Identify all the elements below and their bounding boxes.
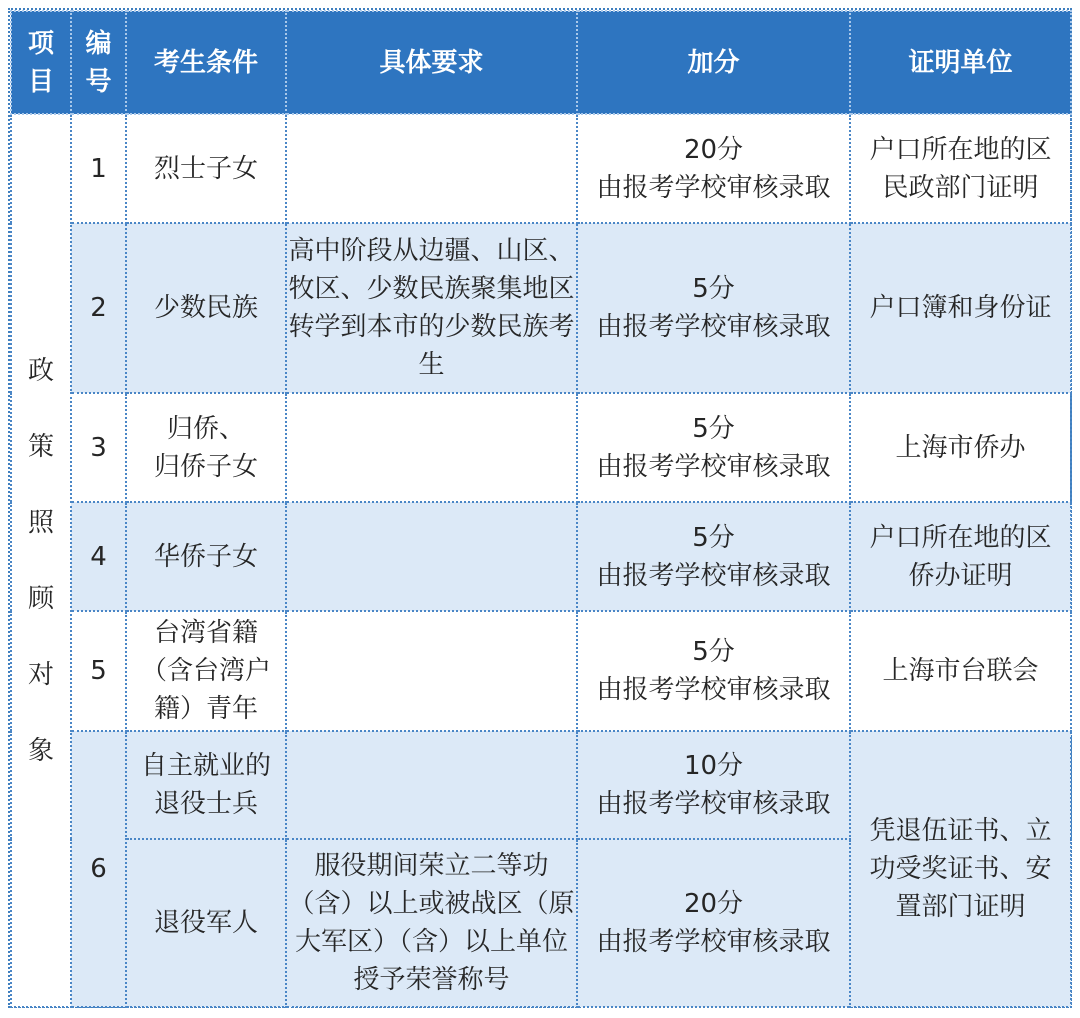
table-row [11, 731, 1071, 839]
policy-bonus-table [10, 10, 1072, 1008]
bonus-note: 由报考学校审核录取 [596, 560, 831, 591]
row-condition: 归侨、 归侨子女 [126, 393, 286, 502]
header-category: 项目 [11, 11, 71, 114]
row-proof: 户口簿和身份证 [850, 223, 1071, 393]
bonus-note: 由报考学校审核录取 [596, 675, 831, 705]
header-row [11, 11, 1071, 114]
row-bonus [577, 393, 850, 502]
header-proof: 证明单位 [850, 11, 1071, 114]
header-condition: 考生条件 [126, 11, 286, 114]
header-number: 编号 [71, 11, 126, 114]
table-row [11, 223, 1071, 393]
row-requirement: 高中阶段从边疆、山区、牧区、少数民族聚集地区转学到本市的少数民族考生 [286, 223, 577, 393]
row-requirement [286, 731, 577, 839]
bonus-points: 5分 [692, 274, 735, 304]
table-row [11, 114, 1071, 223]
row-requirement [286, 393, 577, 502]
table-row [11, 611, 1071, 731]
row-bonus [577, 839, 850, 1007]
row-bonus [577, 223, 850, 393]
row-proof: 户口所在地的区民政部门证明 [850, 114, 1071, 223]
row-condition: 自主就业的退役士兵 [126, 731, 286, 839]
table-row [11, 393, 1071, 502]
bonus-points: 10分 [683, 751, 744, 781]
row-requirement: 服役期间荣立二等功（含）以上或被战区（原大军区）（含）以上单位授予荣誉称号 [286, 839, 577, 1007]
row-number: 4 [71, 502, 126, 611]
row-condition: 华侨子女 [126, 502, 286, 611]
bonus-points: 20分 [683, 889, 744, 919]
bonus-note: 由报考学校审核录取 [596, 927, 831, 957]
row-condition: 少数民族 [126, 223, 286, 393]
bonus-note: 由报考学校审核录取 [596, 789, 831, 819]
row-bonus [577, 731, 850, 839]
bonus-note: 由报考学校审核录取 [596, 451, 831, 482]
row-number: 1 [71, 114, 126, 223]
table-row [11, 502, 1071, 611]
category-cell [11, 114, 71, 1007]
bonus-points: 5分 [692, 522, 735, 553]
bonus-note: 由报考学校审核录取 [596, 312, 831, 342]
row-bonus [577, 502, 850, 611]
row-number: 6 [71, 731, 126, 1007]
row-number: 5 [71, 611, 126, 731]
row-bonus [577, 114, 850, 223]
row-proof: 凭退伍证书、立功受奖证书、安置部门证明 [850, 731, 1071, 1007]
row-requirement [286, 611, 577, 731]
header-bonus: 加分 [577, 11, 850, 114]
row-proof: 上海市台联会 [850, 611, 1071, 731]
bonus-points: 5分 [692, 413, 735, 444]
row-condition: 烈士子女 [126, 114, 286, 223]
row-requirement [286, 502, 577, 611]
row-number: 3 [71, 393, 126, 502]
category-label: 政策照顾对象 [27, 355, 54, 766]
row-condition: 台湾省籍（含台湾户籍）青年 [126, 611, 286, 731]
row-condition: 退役军人 [126, 839, 286, 1007]
row-proof: 户口所在地的区侨办证明 [850, 502, 1071, 611]
header-requirement: 具体要求 [286, 11, 577, 114]
row-bonus [577, 611, 850, 731]
bonus-points: 5分 [692, 637, 735, 667]
row-number: 2 [71, 223, 126, 393]
row-requirement [286, 114, 577, 223]
bonus-note: 由报考学校审核录取 [596, 172, 831, 203]
row-proof: 上海市侨办 [850, 393, 1071, 502]
bonus-points: 20分 [683, 134, 744, 165]
